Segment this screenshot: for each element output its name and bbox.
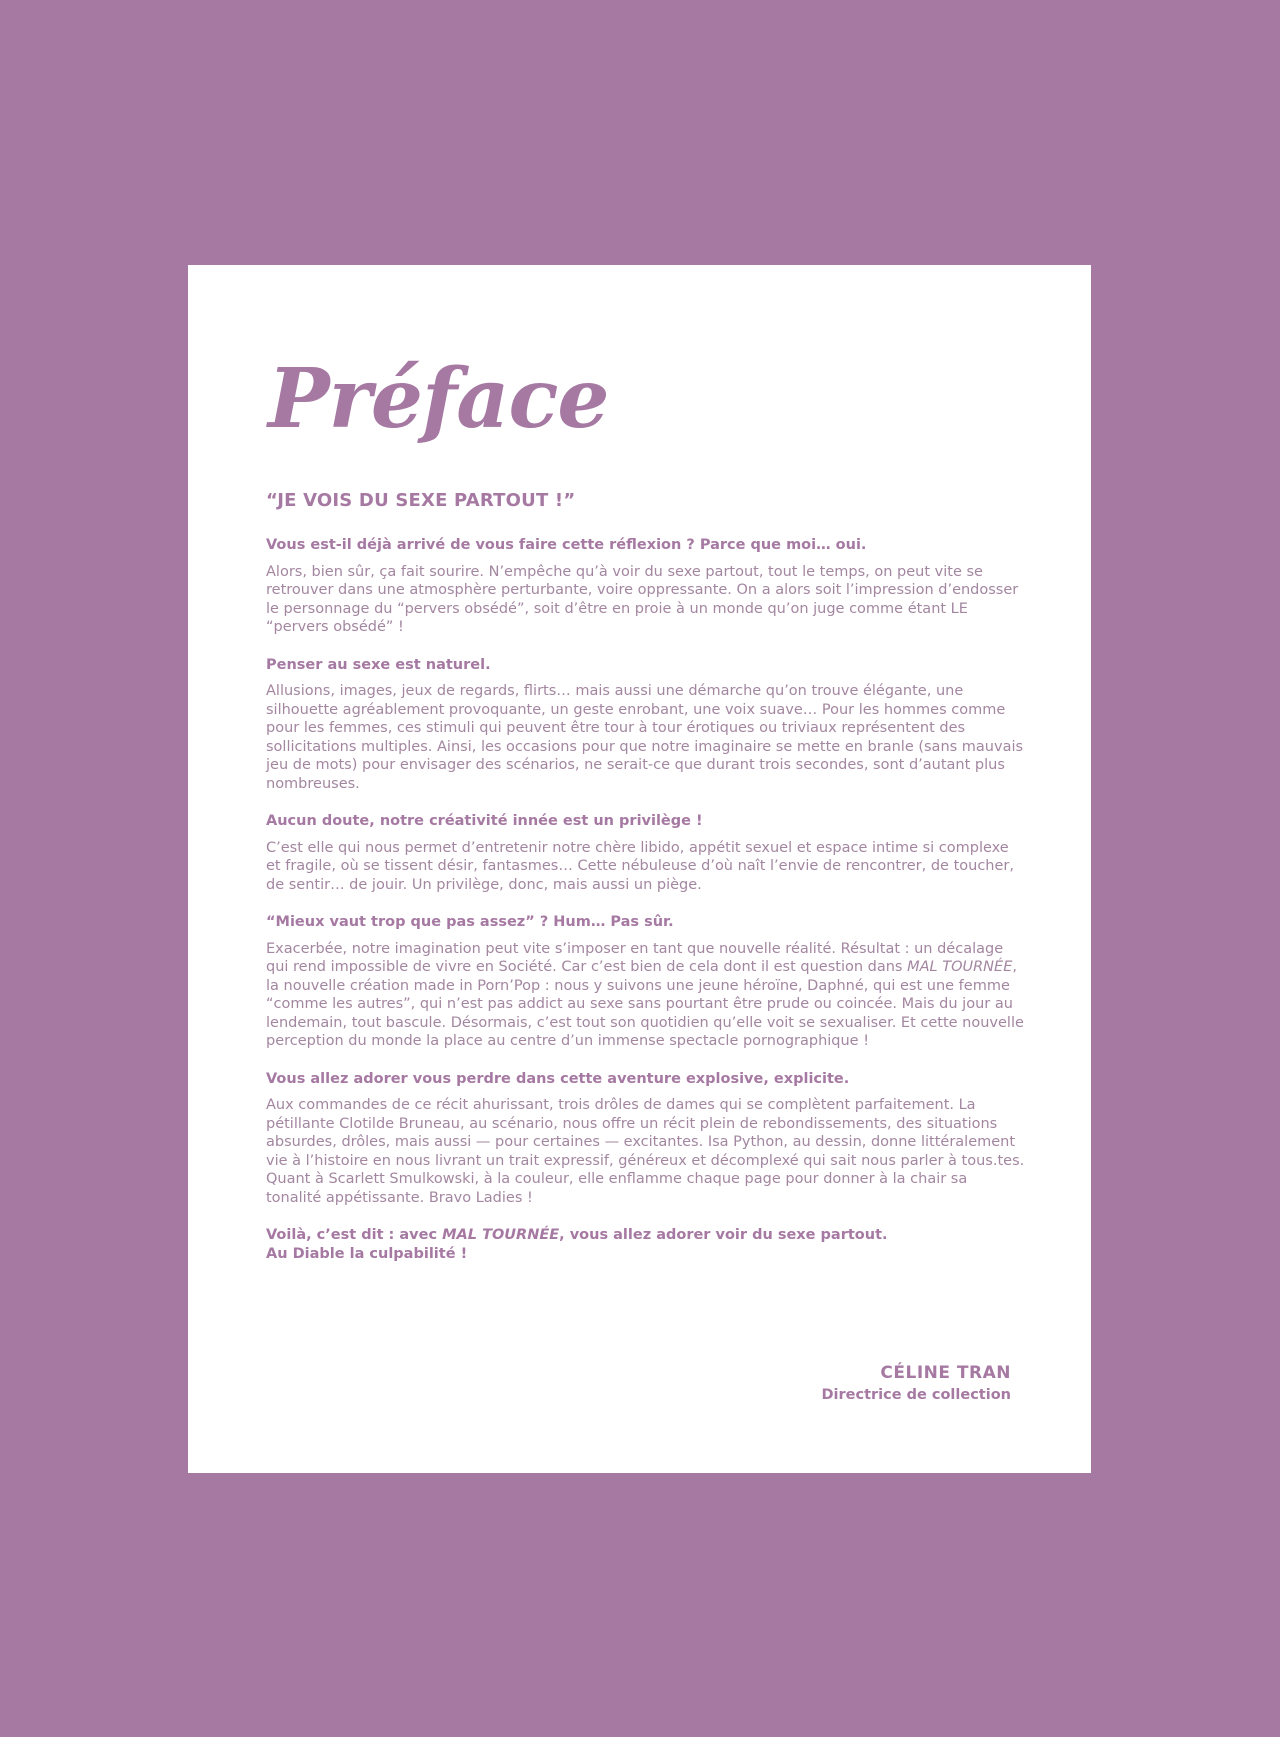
preface-content	[266, 490, 1026, 1263]
signature	[822, 1363, 1012, 1403]
section-body: Aux commandes de ce récit ahurissant, trois drôles de dames qui se complètent parfaitement. La pétillante Clotilde Bruneau, au scénario, nous offre un récit plein de rebondissements, des situations absurdes, drôles, mais aussi — pour certaines — excitantes. Isa Python, au dessin, donne littéralement vie à l’histoire en nous livrant un trait expressif, généreux et décomplexé qui sait nous parler à tous.tes. Quant à Scarlett Smulkowski, à la couleur, elle enflamme chaque page pour donner à la chair sa tonalité appétissante. Bravo Ladies !	[266, 1097, 1025, 1206]
preface-page	[188, 265, 1091, 1473]
section-lead: Aucun doute, notre créativité innée est un privilège !	[266, 813, 703, 829]
book-title: MAL TOURNÉE	[442, 1227, 560, 1243]
section-body: Alors, bien sûr, ça fait sourire. N’empêche qu’à voir du sexe partout, tout le temps, on peut vite se retrouver dans une atmosphère perturbante, voire oppressante. On a alors soit l’impression d’endosser le personnage du “pervers obsédé”, soit d’être en proie à un monde qu’on juge comme étant LE “pervers obsédé” !	[266, 563, 1019, 635]
section-body: C’est elle qui nous permet d’entretenir notre chère libido, appétit sexuel et espace intime si complexe et fragile, où se tissent désir, fantasmes… Cette nébuleuse d’où naît l’envie de rencontrer, de toucher, de sentir… de jouir. Un privilège, donc, mais aussi un piège.	[266, 839, 1014, 893]
page-title: Préface	[268, 351, 609, 447]
section-lead: Penser au sexe est naturel.	[266, 656, 491, 673]
section-body: Allusions, images, jeux de regards, flirts… mais aussi une démarche qu’on trouve élégante, une silhouette agréablement provoquante, un geste enrobant, une voix suave… Pour les hommes comme pour les femmes, ces stimuli qui peuvent être tour à tour érotiques ou triviaux représentent des sollicitations multiples. Ainsi, les occasions pour que notre imaginaire se mette en branle (sans mauvais jeu de mots) pour envisager des scénarios, ne serait-ce que durant trois secondes, sont d’autant plus nombreuses.	[266, 683, 1024, 792]
closing-statement	[266, 1226, 1026, 1263]
signature-role: Directrice de collection	[821, 1387, 1011, 1403]
closing-line-1	[266, 1226, 1026, 1245]
book-title: MAL TOURNÉE	[907, 959, 1013, 975]
section-lead: Vous est-il déjà arrivé de vous faire cette réflexion ? Parce que moi… oui.	[266, 537, 867, 553]
headline: “JE VOIS DU SEXE PARTOUT !”	[266, 490, 576, 511]
section-body	[266, 940, 1026, 1051]
body-text-part: Exacerbée, notre imagination peut vite s’imposer en tant que nouvelle réalité. Résultat : un décalage qui rend impossible de vivre en Société. Car c’est bien de cela dont il est question dans	[266, 940, 1004, 975]
closing-line-2: Au Diable la culpabilité !	[266, 1245, 468, 1262]
closing-text-part: Voilà, c’est dit : avec	[266, 1227, 443, 1243]
section-lead: Vous allez adorer vous perdre dans cette aventure explosive, explicite.	[266, 1070, 850, 1087]
section-lead: “Mieux vaut trop que pas assez” ? Hum… Pas sûr.	[266, 914, 674, 930]
signature-name: CÉLINE TRAN	[880, 1363, 1011, 1383]
closing-text-part: , vous allez adorer voir du sexe partout.	[559, 1227, 888, 1243]
body-text-part: , la nouvelle création made in Porn’Pop : nous y suivons une jeune héroïne, Daphné, qui est une femme “comme les autres”, qui n’est pas addict au sexe sans pourtant être prude ou coincée. Mais du jour au lendemain, tout bascule. Désormais, c’est tout son quotidien qu’elle voit se sexualiser. Et cette nouvelle perception du monde la place au centre d’un immense spectacle pornographique !	[266, 959, 1024, 1049]
